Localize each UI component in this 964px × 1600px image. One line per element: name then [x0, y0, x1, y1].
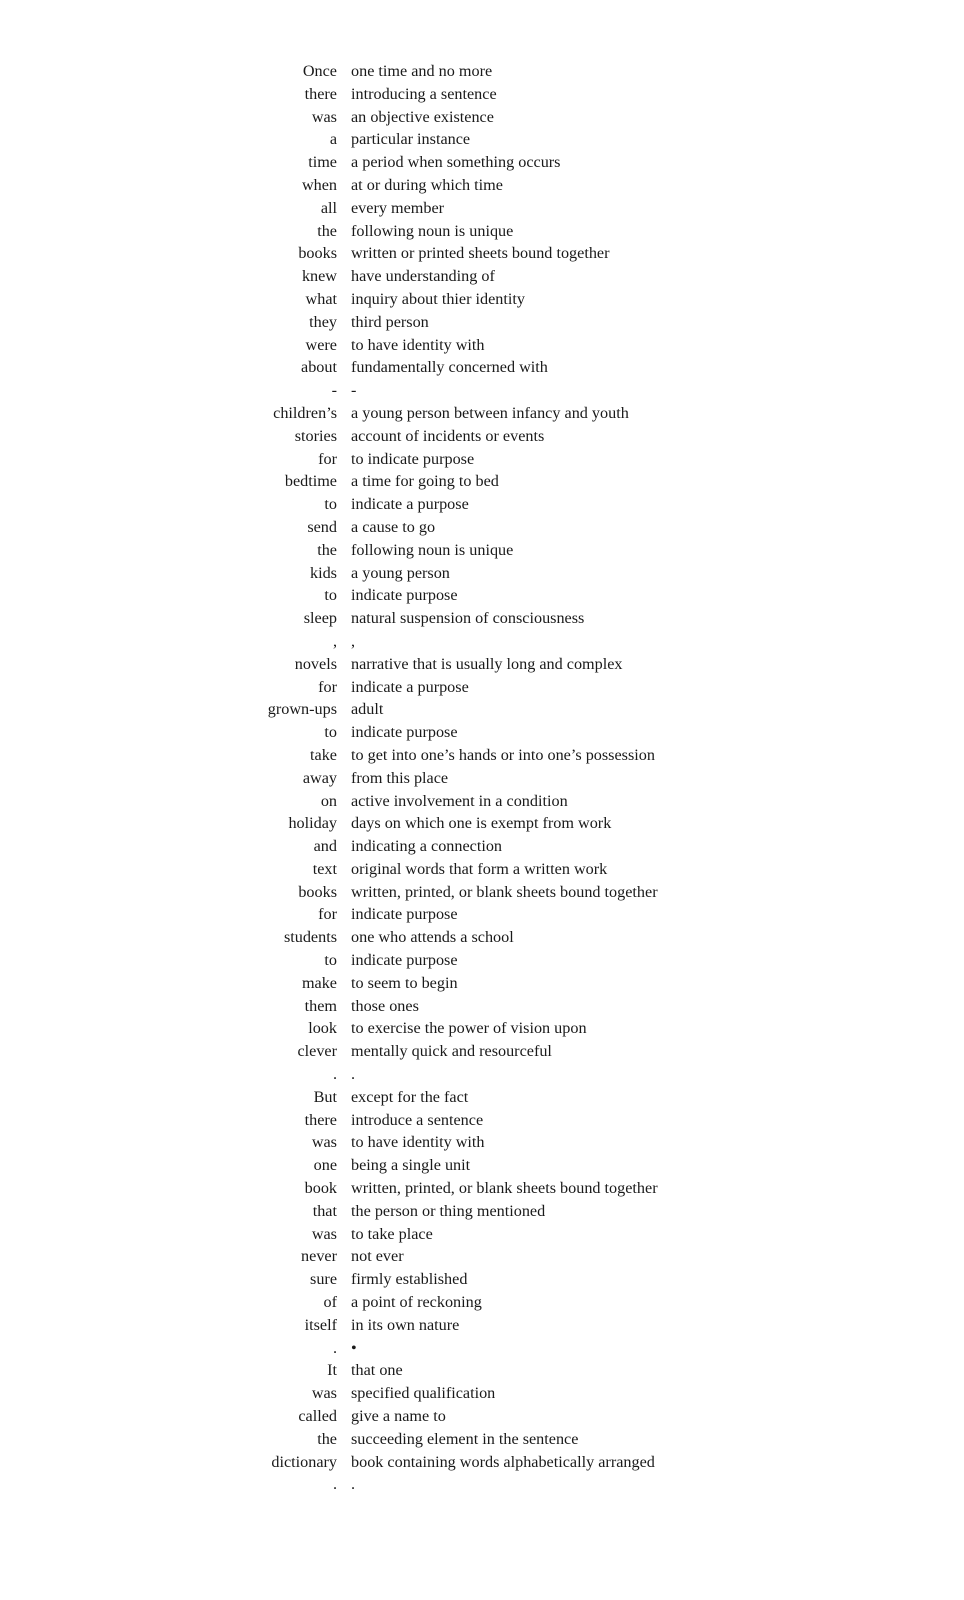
glossary-entry: [0, 1268, 964, 1291]
entry-definition: to have identity with: [351, 335, 485, 354]
entry-word: holiday: [288, 814, 337, 833]
entry-word: to: [324, 586, 337, 605]
entry-word: itself: [304, 1315, 337, 1334]
glossary-entry: [0, 1428, 964, 1451]
entry-word: away: [302, 768, 337, 787]
glossary-entry: [0, 311, 964, 334]
entry-word: to: [324, 951, 337, 970]
glossary-entry: [0, 1154, 964, 1177]
glossary-entry: [0, 288, 964, 311]
entry-definition: to take place: [351, 1224, 433, 1243]
entry-definition: written or printed sheets bound together: [351, 244, 610, 263]
entry-definition: book containing words alphabetically arranged: [351, 1452, 655, 1471]
entry-definition: days on which one is exempt from work: [351, 814, 612, 833]
glossary-entry: [0, 881, 964, 904]
glossary-entry: [0, 60, 964, 83]
glossary-entry: [0, 698, 964, 721]
glossary-entry: [0, 242, 964, 265]
entry-definition: a young person between infancy and youth: [351, 403, 629, 422]
entry-definition: indicate purpose: [351, 905, 458, 924]
glossary-entry: [0, 83, 964, 106]
glossary-entry: [0, 607, 964, 630]
entry-word: send: [307, 517, 337, 536]
glossary-entry: [0, 1359, 964, 1382]
entry-definition: following noun is unique: [351, 221, 514, 240]
entry-definition: a young person: [351, 563, 450, 582]
entry-definition: indicate purpose: [351, 951, 458, 970]
entry-word: never: [301, 1247, 337, 1266]
entry-definition: original words that form a written work: [351, 859, 608, 878]
entry-word: called: [298, 1407, 337, 1426]
glossary-entry: [0, 1382, 964, 1405]
entry-word: books: [298, 244, 337, 263]
entry-definition: indicate a purpose: [351, 677, 469, 696]
entry-word: for: [318, 449, 337, 468]
entry-word: .: [332, 1065, 337, 1084]
glossary-entry: [0, 1405, 964, 1428]
entry-definition: an objective existence: [351, 107, 494, 126]
entry-definition: mentally quick and resourceful: [351, 1042, 552, 1061]
entry-word: was: [311, 1133, 337, 1152]
entry-definition: being a single unit: [351, 1156, 471, 1175]
entry-word: a: [329, 130, 337, 149]
glossary-entry: [0, 425, 964, 448]
entry-definition: in its own nature: [351, 1315, 460, 1334]
entry-definition: at or during which time: [351, 175, 503, 194]
entry-definition: particular instance: [351, 130, 471, 149]
entry-definition: those ones: [351, 996, 419, 1015]
glossary-entry: [0, 767, 964, 790]
entry-word: knew: [301, 267, 337, 286]
entry-definition: written, printed, or blank sheets bound together: [351, 882, 658, 901]
glossary-entry: [0, 493, 964, 516]
entry-word: was: [311, 1224, 337, 1243]
entry-definition: indicate purpose: [351, 723, 458, 742]
entry-definition: a point of reckoning: [351, 1293, 482, 1312]
glossary-entry: [0, 1177, 964, 1200]
glossary-entry: [0, 903, 964, 926]
entry-word: for: [318, 677, 337, 696]
entry-word: .: [332, 1475, 337, 1494]
glossary-entry: [0, 812, 964, 835]
entry-definition: have understanding of: [351, 267, 495, 286]
entry-definition: not ever: [351, 1247, 404, 1266]
entry-word: grown-ups: [267, 700, 337, 719]
entry-word: -: [331, 381, 337, 400]
glossary-entry: [0, 197, 964, 220]
entry-word: sleep: [303, 609, 337, 628]
entry-word: to: [324, 723, 337, 742]
entry-definition: from this place: [351, 768, 449, 787]
entry-definition: -: [351, 381, 357, 400]
glossary-entry: [0, 448, 964, 471]
entry-word: the: [317, 1429, 337, 1448]
glossary-entry: [0, 721, 964, 744]
entry-definition: to indicate purpose: [351, 449, 475, 468]
glossary-entry: [0, 334, 964, 357]
entry-definition: indicating a connection: [351, 837, 503, 856]
entry-definition: •: [351, 1338, 357, 1357]
glossary-entry: [0, 379, 964, 402]
entry-word: But: [313, 1087, 337, 1106]
entry-word: sure: [310, 1270, 337, 1289]
entry-definition: .: [351, 1065, 356, 1084]
entry-definition: one time and no more: [351, 62, 493, 80]
glossary-entry: [0, 1017, 964, 1040]
entry-definition: a cause to go: [351, 517, 436, 536]
entry-definition: natural suspension of consciousness: [351, 609, 585, 628]
glossary-entry: [0, 1314, 964, 1337]
entry-word: take: [310, 745, 337, 764]
entry-definition: firmly established: [351, 1270, 468, 1289]
entry-word: all: [320, 198, 337, 217]
glossary-entry: [0, 1451, 964, 1474]
entry-word: children’s: [273, 403, 337, 422]
glossary-entry: [0, 1063, 964, 1086]
entry-word: the: [317, 221, 337, 240]
entry-word: one: [313, 1156, 337, 1175]
entry-word: they: [309, 312, 337, 331]
entry-word: them: [304, 996, 337, 1015]
entry-definition: to seem to begin: [351, 973, 458, 992]
glossary-entry: [0, 949, 964, 972]
glossary-entry: [0, 106, 964, 129]
entry-definition: ,: [351, 631, 356, 650]
entry-word: when: [301, 175, 337, 194]
glossary-entry: [0, 562, 964, 585]
entry-word: novels: [294, 654, 337, 673]
glossary-entry: [0, 972, 964, 995]
glossary-entry: [0, 470, 964, 493]
entry-word: were: [305, 335, 337, 354]
glossary-entry: [0, 584, 964, 607]
entry-definition: fundamentally concerned with: [351, 358, 548, 377]
entry-definition: introducing a sentence: [351, 84, 497, 103]
glossary-entry: [0, 1040, 964, 1063]
glossary-entry: [0, 1109, 964, 1132]
entry-definition: a period when something occurs: [351, 153, 561, 172]
entry-definition: introduce a sentence: [351, 1110, 484, 1129]
entry-word: the: [317, 540, 337, 559]
entry-definition: account of incidents or events: [351, 426, 545, 445]
entry-word: there: [304, 84, 337, 103]
entry-word: book: [304, 1179, 337, 1198]
entry-definition: succeeding element in the sentence: [351, 1429, 579, 1448]
entry-word: was: [311, 1384, 337, 1403]
glossary-entry: [0, 744, 964, 767]
glossary-entry: [0, 676, 964, 699]
entry-definition: to exercise the power of vision upon: [351, 1019, 587, 1038]
entry-word: make: [301, 973, 337, 992]
entry-definition: narrative that is usually long and complex: [351, 654, 623, 673]
glossary-entry: [0, 1291, 964, 1314]
entry-word: It: [327, 1361, 337, 1380]
glossary-entry: [0, 926, 964, 949]
entry-word: ,: [332, 631, 337, 650]
entry-word: students: [283, 928, 337, 947]
entry-definition: active involvement in a condition: [351, 791, 568, 810]
glossary-entry: [0, 539, 964, 562]
entry-word: that: [312, 1201, 337, 1220]
entry-definition: indicate a purpose: [351, 495, 469, 514]
glossary-entry: [0, 653, 964, 676]
entry-definition: to have identity with: [351, 1133, 485, 1152]
glossary-entry: [0, 1337, 964, 1360]
entry-definition: every member: [351, 198, 445, 217]
glossary-entry: [0, 1223, 964, 1246]
entry-definition: except for the fact: [351, 1087, 469, 1106]
entry-word: text: [312, 859, 337, 878]
entry-definition: give a name to: [351, 1407, 446, 1426]
glossary-entry: [0, 516, 964, 539]
entry-definition: specified qualification: [351, 1384, 496, 1403]
entry-word: on: [320, 791, 337, 810]
entry-word: books: [298, 882, 337, 901]
glossary-entry: [0, 220, 964, 243]
word-gloss-list: [0, 60, 964, 1496]
entry-word: clever: [297, 1042, 337, 1061]
entry-definition: to get into one’s hands or into one’s possession: [351, 745, 655, 764]
glossary-entry: [0, 151, 964, 174]
entry-definition: the person or thing mentioned: [351, 1201, 546, 1220]
entry-word: what: [305, 289, 337, 308]
glossary-entry: [0, 790, 964, 813]
glossary-entry: [0, 858, 964, 881]
glossary-entry: [0, 1131, 964, 1154]
entry-word: kids: [310, 563, 337, 582]
entry-definition: that one: [351, 1361, 403, 1380]
glossary-entry: [0, 174, 964, 197]
glossary-entry: [0, 995, 964, 1018]
entry-definition: written, printed, or blank sheets bound together: [351, 1179, 658, 1198]
glossary-entry: [0, 835, 964, 858]
entry-definition: indicate purpose: [351, 586, 458, 605]
entry-definition: .: [351, 1475, 356, 1494]
entry-word: Once: [302, 62, 337, 80]
glossary-entry: [0, 128, 964, 151]
glossary-entry: [0, 356, 964, 379]
entry-word: was: [311, 107, 337, 126]
glossary-entry: [0, 1473, 964, 1496]
entry-word: about: [301, 358, 337, 377]
entry-word: stories: [294, 426, 337, 445]
glossary-entry: [0, 402, 964, 425]
entry-definition: third person: [351, 312, 429, 331]
glossary-entry: [0, 265, 964, 288]
entry-word: for: [318, 905, 337, 924]
entry-word: there: [304, 1110, 337, 1129]
entry-word: of: [323, 1293, 337, 1312]
glossary-entry: [0, 1200, 964, 1223]
entry-word: .: [332, 1338, 337, 1357]
entry-word: and: [313, 837, 337, 856]
entry-definition: one who attends a school: [351, 928, 514, 947]
entry-word: bedtime: [284, 472, 337, 491]
glossary-entry: [0, 1245, 964, 1268]
entry-definition: adult: [351, 700, 384, 719]
entry-definition: inquiry about thier identity: [351, 289, 525, 308]
entry-definition: following noun is unique: [351, 540, 514, 559]
entry-word: time: [308, 153, 337, 172]
entry-word: look: [308, 1019, 337, 1038]
entry-word: dictionary: [271, 1452, 337, 1471]
entry-word: to: [324, 495, 337, 514]
glossary-entry: [0, 630, 964, 653]
entry-definition: a time for going to bed: [351, 472, 499, 491]
glossary-entry: [0, 1086, 964, 1109]
